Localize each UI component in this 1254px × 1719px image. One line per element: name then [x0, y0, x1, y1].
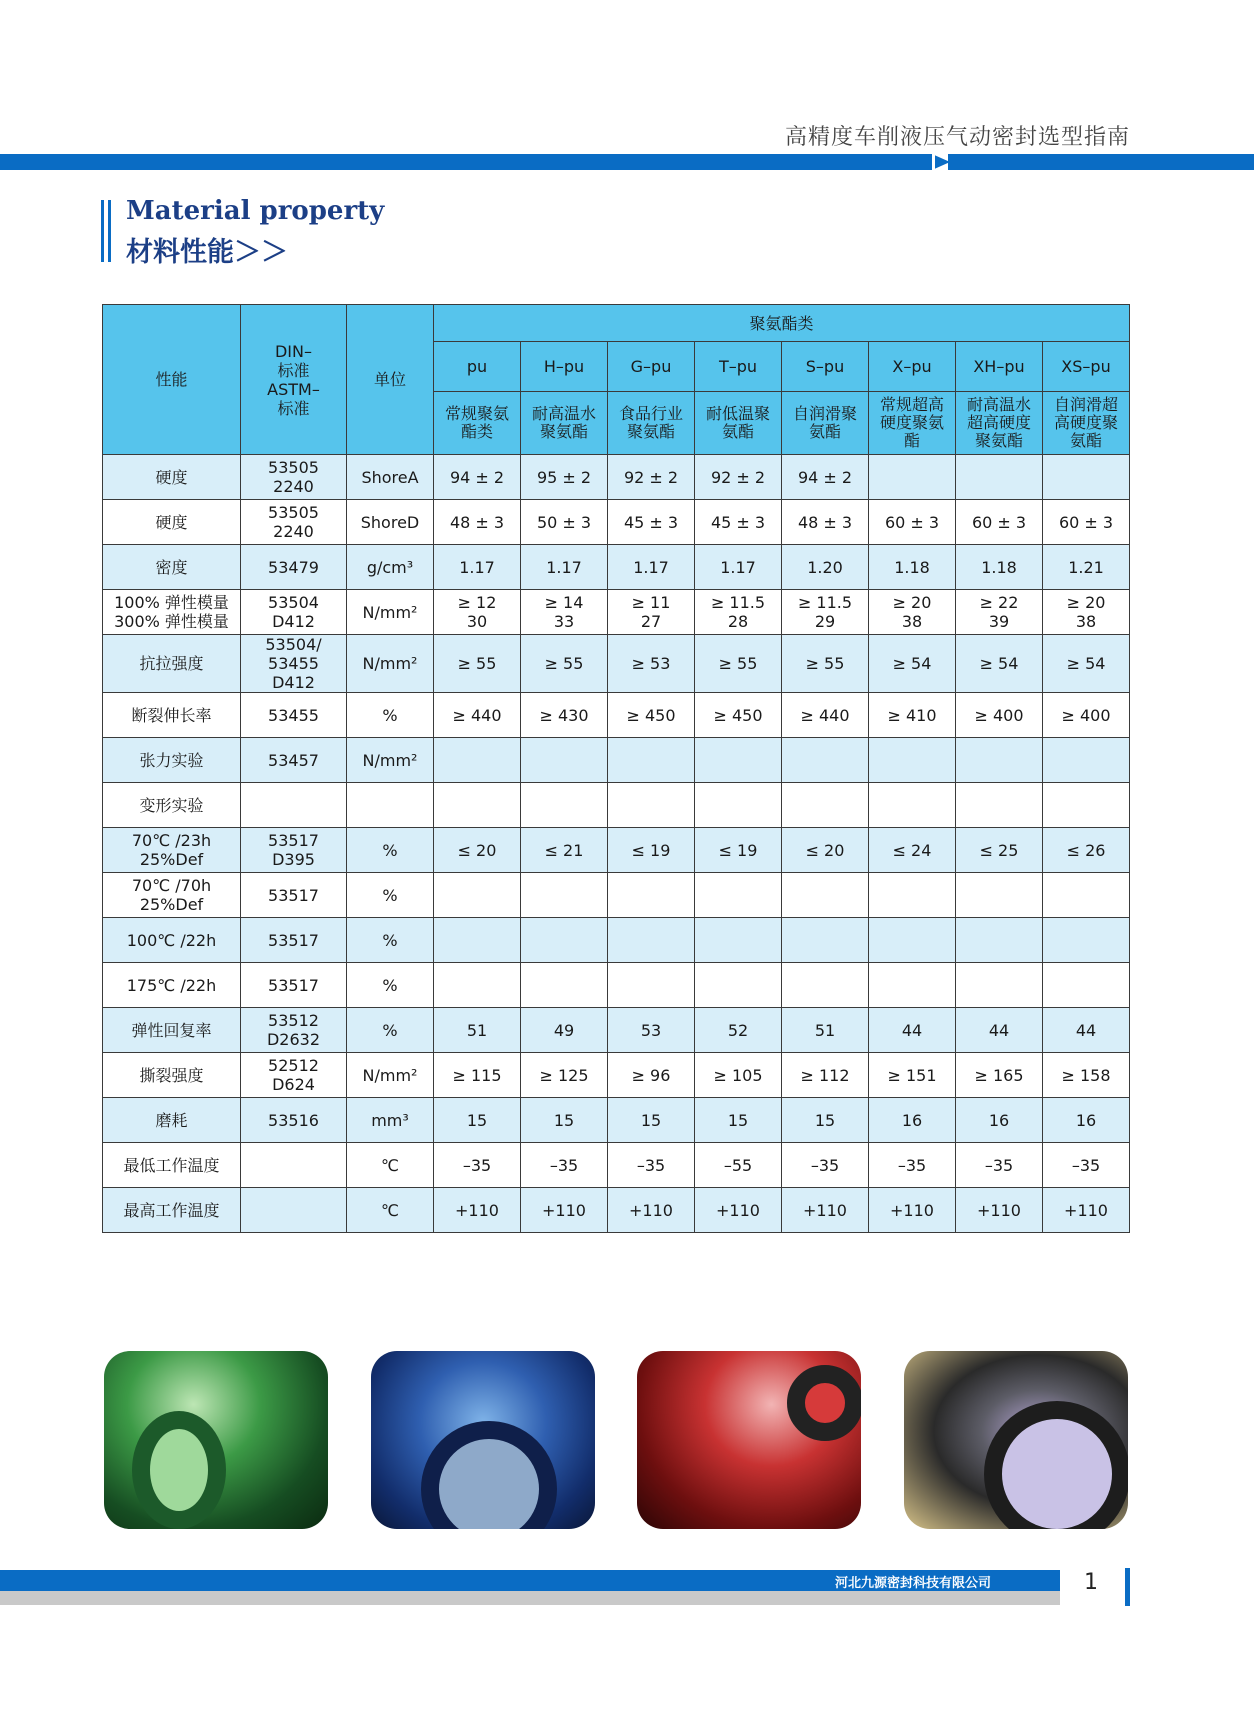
- row-value: [608, 918, 695, 963]
- row-value: 51: [434, 1008, 521, 1053]
- row-value: ≥ 430: [521, 693, 608, 738]
- row-unit: g/cm³: [347, 545, 434, 590]
- row-value: 94 ± 2: [782, 455, 869, 500]
- row-value: 53: [608, 1008, 695, 1053]
- table-row: [103, 500, 1130, 545]
- table-row: [103, 545, 1130, 590]
- row-value: ≥ 55: [695, 635, 782, 693]
- row-unit: %: [347, 693, 434, 738]
- row-value: [521, 873, 608, 918]
- row-value: ≤ 20: [434, 828, 521, 873]
- row-standard: 52512 D624: [241, 1053, 347, 1098]
- material-description: 自润滑聚 氨酯: [782, 392, 869, 455]
- row-value: 44: [869, 1008, 956, 1053]
- row-value: [608, 873, 695, 918]
- row-standard: 53504/ 53455 D412: [241, 635, 347, 693]
- row-property: 硬度: [103, 455, 241, 500]
- footer-company: 河北九源密封科技有限公司: [835, 1576, 992, 1591]
- material-code: XS–pu: [1043, 342, 1130, 392]
- row-property: 100% 弹性模量 300% 弹性模量: [103, 590, 241, 635]
- row-unit: ShoreA: [347, 455, 434, 500]
- row-value: ≥ 54: [1043, 635, 1130, 693]
- row-value: [782, 873, 869, 918]
- row-value: [695, 963, 782, 1008]
- material-description: 食品行业 聚氨酯: [608, 392, 695, 455]
- material-code: pu: [434, 342, 521, 392]
- row-standard: 53504 D412: [241, 590, 347, 635]
- row-standard: 53517: [241, 873, 347, 918]
- row-standard: 53505 2240: [241, 500, 347, 545]
- material-description: 常规聚氨 酯类: [434, 392, 521, 455]
- row-value: ≤ 21: [521, 828, 608, 873]
- table-row: [103, 828, 1130, 873]
- row-value: [608, 963, 695, 1008]
- row-value: 92 ± 2: [695, 455, 782, 500]
- row-value: 92 ± 2: [608, 455, 695, 500]
- row-value: 1.17: [434, 545, 521, 590]
- row-value: [1043, 963, 1130, 1008]
- row-value: [1043, 455, 1130, 500]
- row-value: –35: [956, 1143, 1043, 1188]
- row-value: ≥ 165: [956, 1053, 1043, 1098]
- table-row: [103, 1098, 1130, 1143]
- section-title-cn: 材料性能＞＞: [126, 237, 288, 268]
- row-standard: 53512 D2632: [241, 1008, 347, 1053]
- row-value: [1043, 738, 1130, 783]
- row-value: ≤ 25: [956, 828, 1043, 873]
- row-property: 最高工作温度: [103, 1188, 241, 1233]
- row-unit: ℃: [347, 1143, 434, 1188]
- section-title-en: Material property: [126, 196, 385, 226]
- row-value: ≥ 22 39: [956, 590, 1043, 635]
- row-value: 15: [521, 1098, 608, 1143]
- row-value: 16: [869, 1098, 956, 1143]
- row-value: [434, 963, 521, 1008]
- table-row: [103, 590, 1130, 635]
- row-value: [782, 738, 869, 783]
- table-row: [103, 873, 1130, 918]
- row-value: ≥ 400: [1043, 693, 1130, 738]
- row-value: –35: [1043, 1143, 1130, 1188]
- row-unit: %: [347, 873, 434, 918]
- row-value: 52: [695, 1008, 782, 1053]
- green-tube-photo: [104, 1351, 328, 1529]
- row-property: 抗拉强度: [103, 635, 241, 693]
- row-unit: mm³: [347, 1098, 434, 1143]
- row-value: [869, 963, 956, 1008]
- row-unit: %: [347, 918, 434, 963]
- row-value: ≥ 96: [608, 1053, 695, 1098]
- row-standard: 53455: [241, 693, 347, 738]
- row-unit: [347, 783, 434, 828]
- material-code: H–pu: [521, 342, 608, 392]
- row-value: [434, 873, 521, 918]
- row-value: +110: [869, 1188, 956, 1233]
- row-value: [782, 963, 869, 1008]
- row-value: [1043, 783, 1130, 828]
- row-value: +110: [608, 1188, 695, 1233]
- table-row: [103, 1053, 1130, 1098]
- material-description: 自润滑超 高硬度聚 氨酯: [1043, 392, 1130, 455]
- row-standard: 53505 2240: [241, 455, 347, 500]
- row-value: [1043, 873, 1130, 918]
- table-row: [103, 455, 1130, 500]
- row-value: 94 ± 2: [434, 455, 521, 500]
- row-value: ≥ 11 27: [608, 590, 695, 635]
- section-title-rule: [101, 200, 104, 262]
- row-standard: 53517: [241, 918, 347, 963]
- row-unit: N/mm²: [347, 1053, 434, 1098]
- row-value: 44: [956, 1008, 1043, 1053]
- row-value: 16: [956, 1098, 1043, 1143]
- row-property: 175℃ /22h: [103, 963, 241, 1008]
- row-value: [956, 783, 1043, 828]
- row-value: 16: [1043, 1098, 1130, 1143]
- row-property: 硬度: [103, 500, 241, 545]
- row-value: ≥ 11.5 29: [782, 590, 869, 635]
- row-value: +110: [956, 1188, 1043, 1233]
- row-value: 49: [521, 1008, 608, 1053]
- row-value: 45 ± 3: [608, 500, 695, 545]
- row-value: ≤ 19: [695, 828, 782, 873]
- material-description: 耐高温水 超高硬度 聚氨酯: [956, 392, 1043, 455]
- row-value: [695, 783, 782, 828]
- row-value: +110: [1043, 1188, 1130, 1233]
- row-value: 60 ± 3: [869, 500, 956, 545]
- row-value: +110: [434, 1188, 521, 1233]
- row-value: ≥ 450: [695, 693, 782, 738]
- row-value: ≥ 440: [434, 693, 521, 738]
- row-standard: [241, 1143, 347, 1188]
- row-value: ≥ 53: [608, 635, 695, 693]
- row-value: –35: [434, 1143, 521, 1188]
- row-standard: 53517: [241, 963, 347, 1008]
- row-value: 15: [695, 1098, 782, 1143]
- material-code: XH–pu: [956, 342, 1043, 392]
- page-number-rule: [1125, 1568, 1130, 1606]
- row-standard: [241, 1188, 347, 1233]
- header-unit: 单位: [347, 305, 434, 455]
- row-value: [869, 873, 956, 918]
- row-value: 1.17: [695, 545, 782, 590]
- row-standard: 53517 D395: [241, 828, 347, 873]
- row-value: 1.21: [1043, 545, 1130, 590]
- row-value: 15: [434, 1098, 521, 1143]
- row-property: 张力实验: [103, 738, 241, 783]
- row-value: –55: [695, 1143, 782, 1188]
- row-unit: ℃: [347, 1188, 434, 1233]
- row-property: 断裂伸长率: [103, 693, 241, 738]
- header-rule-right: [948, 154, 1254, 170]
- row-standard: [241, 783, 347, 828]
- row-property: 最低工作温度: [103, 1143, 241, 1188]
- row-value: ≥ 450: [608, 693, 695, 738]
- row-value: ≥ 112: [782, 1053, 869, 1098]
- material-description: 耐低温聚 氨酯: [695, 392, 782, 455]
- black-tube-photo: [904, 1351, 1128, 1529]
- row-value: +110: [695, 1188, 782, 1233]
- row-value: –35: [782, 1143, 869, 1188]
- row-value: 48 ± 3: [434, 500, 521, 545]
- row-value: –35: [608, 1143, 695, 1188]
- row-value: [434, 783, 521, 828]
- row-value: [434, 738, 521, 783]
- row-value: [434, 918, 521, 963]
- row-unit: N/mm²: [347, 635, 434, 693]
- row-value: ≥ 440: [782, 693, 869, 738]
- row-value: [956, 918, 1043, 963]
- row-unit: %: [347, 1008, 434, 1053]
- header-property: 性能: [103, 305, 241, 455]
- row-value: 95 ± 2: [521, 455, 608, 500]
- row-property: 70℃ /23h 25%Def: [103, 828, 241, 873]
- table-row: [103, 693, 1130, 738]
- row-value: ≥ 410: [869, 693, 956, 738]
- table-row: [103, 783, 1130, 828]
- row-value: [608, 783, 695, 828]
- row-value: +110: [782, 1188, 869, 1233]
- row-unit: %: [347, 828, 434, 873]
- section-title-rule: [108, 200, 111, 262]
- row-value: [956, 455, 1043, 500]
- row-value: [521, 963, 608, 1008]
- row-value: ≥ 125: [521, 1053, 608, 1098]
- row-unit: N/mm²: [347, 738, 434, 783]
- row-value: 1.18: [869, 545, 956, 590]
- material-code: T–pu: [695, 342, 782, 392]
- row-value: ≥ 151: [869, 1053, 956, 1098]
- row-property: 100℃ /22h: [103, 918, 241, 963]
- header-rule: [0, 154, 935, 170]
- row-value: 1.17: [521, 545, 608, 590]
- row-value: [608, 738, 695, 783]
- material-description: 常规超高 硬度聚氨 酯: [869, 392, 956, 455]
- row-value: [782, 918, 869, 963]
- material-code: X–pu: [869, 342, 956, 392]
- row-standard: 53479: [241, 545, 347, 590]
- row-value: [695, 918, 782, 963]
- row-property: 撕裂强度: [103, 1053, 241, 1098]
- row-value: 45 ± 3: [695, 500, 782, 545]
- row-value: 60 ± 3: [1043, 500, 1130, 545]
- row-unit: ShoreD: [347, 500, 434, 545]
- row-value: 15: [782, 1098, 869, 1143]
- row-value: ≥ 55: [521, 635, 608, 693]
- row-value: [869, 918, 956, 963]
- row-unit: N/mm²: [347, 590, 434, 635]
- row-value: [869, 455, 956, 500]
- row-value: [869, 783, 956, 828]
- material-description: 耐高温水 聚氨酯: [521, 392, 608, 455]
- row-value: 51: [782, 1008, 869, 1053]
- table-row: [103, 918, 1130, 963]
- row-value: ≤ 24: [869, 828, 956, 873]
- row-value: [695, 738, 782, 783]
- row-standard: 53457: [241, 738, 347, 783]
- row-value: ≥ 54: [869, 635, 956, 693]
- table-row: [103, 635, 1130, 693]
- row-property: 变形实验: [103, 783, 241, 828]
- row-value: ≤ 26: [1043, 828, 1130, 873]
- page-number: 1: [1084, 1570, 1098, 1595]
- row-value: [956, 963, 1043, 1008]
- row-property: 密度: [103, 545, 241, 590]
- blue-tube-photo: [371, 1351, 595, 1529]
- row-value: ≥ 12 30: [434, 590, 521, 635]
- row-value: [956, 738, 1043, 783]
- row-value: ≥ 115: [434, 1053, 521, 1098]
- table-row: [103, 1143, 1130, 1188]
- table-row: [103, 1188, 1130, 1233]
- material-code: G–pu: [608, 342, 695, 392]
- row-property: 70℃ /70h 25%Def: [103, 873, 241, 918]
- product-photos: [104, 1351, 1128, 1529]
- row-value: ≥ 55: [434, 635, 521, 693]
- row-value: [521, 918, 608, 963]
- row-value: 1.17: [608, 545, 695, 590]
- row-value: [521, 738, 608, 783]
- row-value: 60 ± 3: [956, 500, 1043, 545]
- row-value: ≥ 400: [956, 693, 1043, 738]
- row-value: –35: [869, 1143, 956, 1188]
- row-value: [695, 873, 782, 918]
- row-value: +110: [521, 1188, 608, 1233]
- row-value: ≥ 20 38: [869, 590, 956, 635]
- row-value: 44: [1043, 1008, 1130, 1053]
- row-value: 48 ± 3: [782, 500, 869, 545]
- row-property: 磨耗: [103, 1098, 241, 1143]
- row-value: 15: [608, 1098, 695, 1143]
- row-unit: %: [347, 963, 434, 1008]
- header-group: 聚氨酯类: [434, 305, 1130, 342]
- header-standard: DIN– 标准 ASTM– 标准: [241, 305, 347, 455]
- row-value: 1.20: [782, 545, 869, 590]
- row-value: [1043, 918, 1130, 963]
- row-value: ≤ 20: [782, 828, 869, 873]
- row-value: [521, 783, 608, 828]
- row-standard: 53516: [241, 1098, 347, 1143]
- footer-rule-gray: [0, 1591, 1060, 1605]
- row-value: ≥ 11.5 28: [695, 590, 782, 635]
- row-value: ≥ 14 33: [521, 590, 608, 635]
- row-value: ≥ 54: [956, 635, 1043, 693]
- row-value: [782, 783, 869, 828]
- table-row: [103, 1008, 1130, 1053]
- material-property-table: [102, 304, 1130, 1233]
- row-value: 1.18: [956, 545, 1043, 590]
- row-value: ≥ 158: [1043, 1053, 1130, 1098]
- table-row: [103, 738, 1130, 783]
- row-value: ≤ 19: [608, 828, 695, 873]
- material-code: S–pu: [782, 342, 869, 392]
- document-header-title: 高精度车削液压气动密封选型指南: [784, 125, 1130, 150]
- row-property: 弹性回复率: [103, 1008, 241, 1053]
- row-value: [956, 873, 1043, 918]
- row-value: ≥ 105: [695, 1053, 782, 1098]
- row-value: 50 ± 3: [521, 500, 608, 545]
- red-tube-photo: [637, 1351, 861, 1529]
- row-value: ≥ 55: [782, 635, 869, 693]
- table-row: [103, 963, 1130, 1008]
- row-value: ≥ 20 38: [1043, 590, 1130, 635]
- row-value: –35: [521, 1143, 608, 1188]
- row-value: [869, 738, 956, 783]
